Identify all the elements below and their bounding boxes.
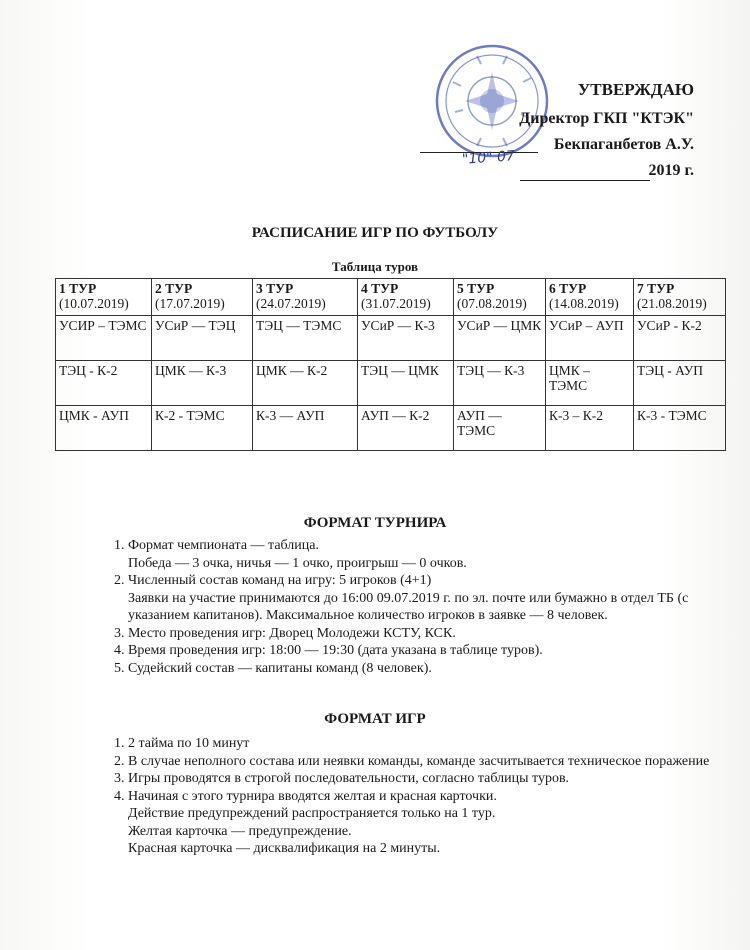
- approval-heading: УТВЕРЖДАЮ: [577, 80, 694, 99]
- approval-position: Директор ГКП "КТЭК": [519, 110, 694, 127]
- match-cell: УСиР — ЦМК: [454, 316, 546, 361]
- table-row: [56, 406, 726, 451]
- date-line: [520, 180, 650, 181]
- match-cell: УСИР – ТЭМС: [56, 316, 152, 361]
- match-cell: ТЭЦ — ТЭМС: [253, 316, 358, 361]
- list-item: 5. Судейский состав — капитаны команд (8 человек).: [128, 660, 713, 678]
- tour-header: 4 ТУР (31.07.2019): [358, 279, 454, 316]
- table-row: [56, 316, 726, 361]
- tour-header: 6 ТУР (14.08.2019): [546, 279, 634, 316]
- match-cell: УСиР — К-3: [358, 316, 454, 361]
- tournament-format-list: [96, 537, 713, 677]
- table-caption: Таблица туров: [331, 259, 419, 274]
- tour-header: 3 ТУР (24.07.2019): [253, 279, 358, 316]
- match-cell: УСиР — ТЭЦ: [152, 316, 253, 361]
- list-item: 4. Время проведения игр: 18:00 — 19:30 (дата указана в таблице туров).: [128, 642, 713, 660]
- match-cell: ЦМК — К-2: [253, 361, 358, 406]
- match-cell: К-3 — АУП: [253, 406, 358, 451]
- document-title: РАСПИСАНИЕ ИГР ПО ФУТБОЛУ: [251, 225, 499, 241]
- list-item: 4. Начиная с этого турнира вводятся желтая и красная карточки. Действие предупреждений распространяется только на 1 тур. Желтая карточка — предупреждение. Красная карточка — дисквалификация на 2 минуты.: [128, 788, 713, 858]
- list-item: 2. В случае неполного состава или неявки команды, команде засчитывается техническое поражение: [128, 753, 713, 771]
- tours-table: [55, 278, 726, 451]
- list-item: 1. 2 тайма по 10 минут: [128, 735, 713, 753]
- list-item: 3. Место проведения игр: Дворец Молодежи КСТУ, КСК.: [128, 625, 713, 643]
- match-cell: АУП — К-2: [358, 406, 454, 451]
- match-cell: УСиР – АУП: [546, 316, 634, 361]
- list-item: 1. Формат чемпионата — таблица. Победа — 3 очка, ничья — 1 очко, проигрыш — 0 очков.: [128, 537, 713, 572]
- match-cell: ТЭЦ — К-3: [454, 361, 546, 406]
- tour-header: 2 ТУР (17.07.2019): [152, 279, 253, 316]
- match-cell: К-3 - ТЭМС: [634, 406, 726, 451]
- approval-year: 2019 г.: [648, 162, 694, 179]
- match-cell: К-3 – К-2: [546, 406, 634, 451]
- approval-name: Бекпаганбетов А.У.: [553, 136, 694, 153]
- match-cell: ТЭЦ — ЦМК: [358, 361, 454, 406]
- match-cell: ТЭЦ - АУП: [634, 361, 726, 406]
- match-cell: ЦМК - АУП: [56, 406, 152, 451]
- tour-header: 1 ТУР (10.07.2019): [56, 279, 152, 316]
- table-row: [56, 361, 726, 406]
- list-item: 2. Численный состав команд на игру: 5 игроков (4+1) Заявки на участие принимаются до 16:00 09.07.2019 г. по эл. почте или бумажно в отдел ТБ (с указанием капитанов). Максимальное количество игроков в заявке — 8 человек.: [128, 572, 713, 625]
- game-format-list: [96, 735, 713, 858]
- handwritten-date: "10" 07: [461, 148, 516, 168]
- match-cell: АУП — ТЭМС: [454, 406, 546, 451]
- match-cell: ЦМК – ТЭМС: [546, 361, 634, 406]
- game-format-title: ФОРМАТ ИГР: [324, 711, 426, 727]
- match-cell: К-2 - ТЭМС: [152, 406, 253, 451]
- table-header-row: [56, 279, 726, 316]
- match-cell: УСиР - К-2: [634, 316, 726, 361]
- tour-header: 5 ТУР (07.08.2019): [454, 279, 546, 316]
- match-cell: ЦМК — К-3: [152, 361, 253, 406]
- match-cell: ТЭЦ - К-2: [56, 361, 152, 406]
- list-item: 3. Игры проводятся в строгой последовательности, согласно таблицы туров.: [128, 770, 713, 788]
- tournament-format-title: ФОРМАТ ТУРНИРА: [303, 515, 447, 531]
- tour-header: 7 ТУР (21.08.2019): [634, 279, 726, 316]
